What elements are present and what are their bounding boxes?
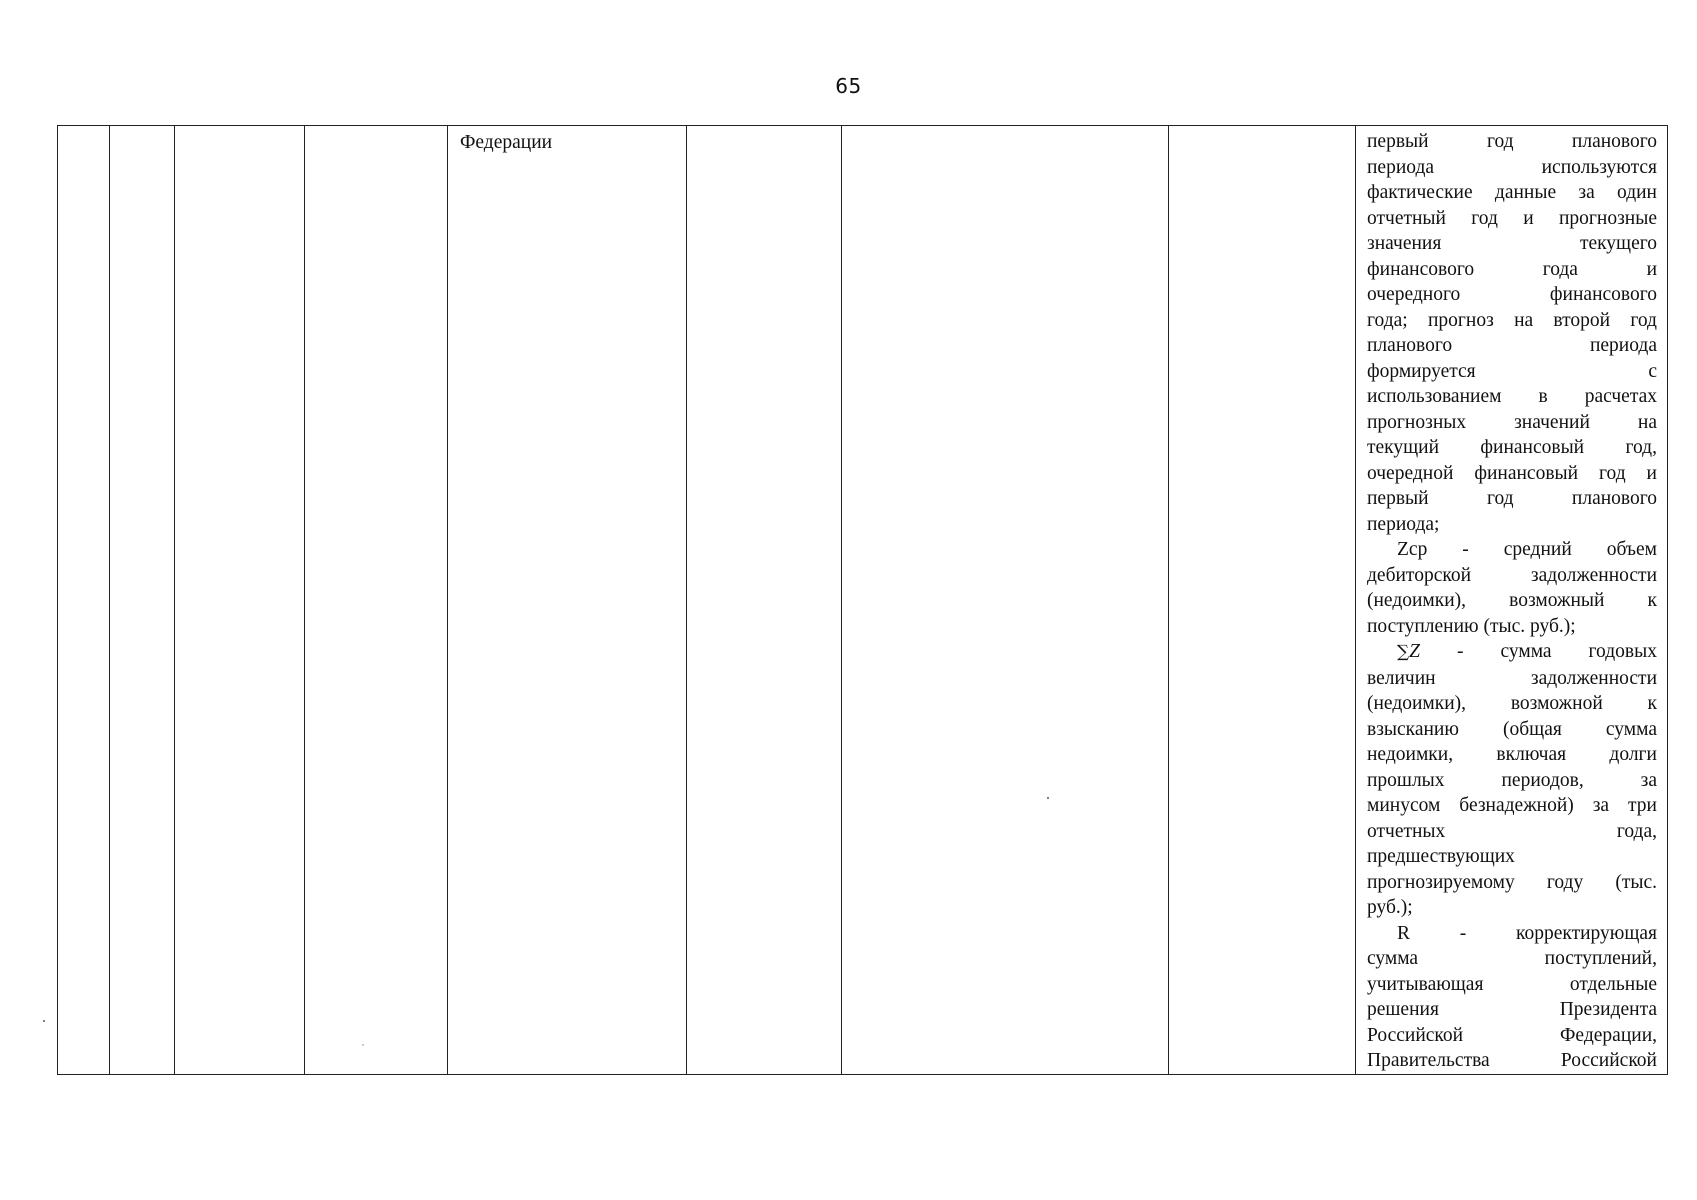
cell-col-1 bbox=[58, 126, 110, 1075]
description-line: финансового года и bbox=[1367, 258, 1657, 280]
cell-col-7 bbox=[842, 126, 1169, 1075]
cell-col-5 bbox=[448, 126, 687, 1075]
description-line: прогнозных значений на bbox=[1367, 411, 1657, 433]
cell-col-3 bbox=[175, 126, 305, 1075]
description-line: формируется с bbox=[1367, 360, 1657, 382]
description-line: отчетный год и прогнозные bbox=[1367, 207, 1657, 229]
term-definition-line bbox=[1367, 537, 1657, 563]
description-line: недоимки, включая долги bbox=[1367, 744, 1657, 765]
word: корректирующая bbox=[1515, 922, 1657, 944]
description-line: прогнозируемому году (тыс. bbox=[1367, 871, 1657, 893]
description-line: первый год планового bbox=[1367, 488, 1657, 509]
description-intro bbox=[1367, 129, 1657, 537]
word: - bbox=[1462, 539, 1469, 560]
word: - bbox=[1456, 641, 1464, 662]
description-line: учитывающая отдельные bbox=[1367, 973, 1657, 995]
page-number: 65 bbox=[835, 74, 862, 98]
word: годовых bbox=[1588, 641, 1657, 662]
symbol-sum-z bbox=[1397, 639, 1420, 666]
description-line: периода используются bbox=[1367, 156, 1657, 178]
scan-speck bbox=[1047, 797, 1049, 799]
description-line: фактические данные за один bbox=[1367, 182, 1657, 203]
description-line: минусом безнадежной) за три bbox=[1367, 795, 1657, 816]
word: средний bbox=[1503, 539, 1572, 560]
sigma-symbol: ∑ bbox=[1397, 642, 1410, 662]
description-line: руб.); bbox=[1367, 897, 1413, 918]
word: сумма bbox=[1500, 641, 1552, 662]
variable-z: Z bbox=[1409, 641, 1420, 662]
description-line: года; прогноз на второй год bbox=[1367, 309, 1657, 331]
description-text bbox=[1356, 126, 1667, 1074]
description-line: очередной финансовый год и bbox=[1367, 462, 1657, 484]
description-line: (недоимки), возможной к bbox=[1367, 693, 1657, 714]
cell-col-8 bbox=[1169, 126, 1356, 1075]
description-line: значения текущего bbox=[1367, 233, 1657, 254]
description-line: первый год планового bbox=[1367, 131, 1657, 152]
description-line: прошлых периодов, за bbox=[1367, 769, 1657, 791]
description-line: предшествующих bbox=[1367, 846, 1515, 867]
word: - bbox=[1459, 922, 1467, 944]
term-sum-z bbox=[1367, 639, 1657, 921]
document-table bbox=[57, 125, 1668, 1075]
description-line: текущий финансовый год, bbox=[1367, 437, 1657, 458]
word: объем bbox=[1606, 539, 1657, 560]
description-line: использованием в расчетах bbox=[1367, 386, 1657, 407]
description-line: сумма поступлений, bbox=[1367, 948, 1657, 969]
description-line: Российской Федерации, bbox=[1367, 1024, 1657, 1046]
cell-col-9-description bbox=[1356, 126, 1668, 1075]
term-zcp bbox=[1367, 537, 1657, 639]
scan-speck bbox=[43, 1020, 45, 1022]
description-line: (недоимки), возможный к bbox=[1367, 590, 1657, 611]
description-line: решения Президента bbox=[1367, 999, 1657, 1020]
description-line: периода; bbox=[1367, 513, 1440, 535]
cell-col-4 bbox=[305, 126, 448, 1075]
term-r bbox=[1367, 921, 1657, 1074]
scan-speck bbox=[362, 1044, 364, 1046]
description-line: поступлению (тыс. руб.); bbox=[1367, 615, 1576, 637]
description-line: отчетных года, bbox=[1367, 820, 1657, 842]
description-line: взысканию (общая сумма bbox=[1367, 718, 1657, 740]
symbol-zcp: Zср bbox=[1397, 539, 1428, 560]
description-line: очередного финансового bbox=[1367, 284, 1657, 305]
cell-col-6 bbox=[687, 126, 842, 1075]
description-line: Правительства Российской bbox=[1367, 1050, 1657, 1071]
term-definition-line bbox=[1367, 921, 1657, 947]
term-definition-line bbox=[1367, 639, 1657, 666]
description-line: дебиторской задолженности bbox=[1367, 564, 1657, 586]
symbol-r: R bbox=[1397, 922, 1411, 944]
cell-col-2 bbox=[110, 126, 175, 1075]
description-line: величин задолженности bbox=[1367, 667, 1657, 689]
table-row bbox=[58, 126, 1668, 1075]
description-line: планового периода bbox=[1367, 335, 1657, 356]
cell-text-federation: Федерации bbox=[460, 132, 553, 153]
